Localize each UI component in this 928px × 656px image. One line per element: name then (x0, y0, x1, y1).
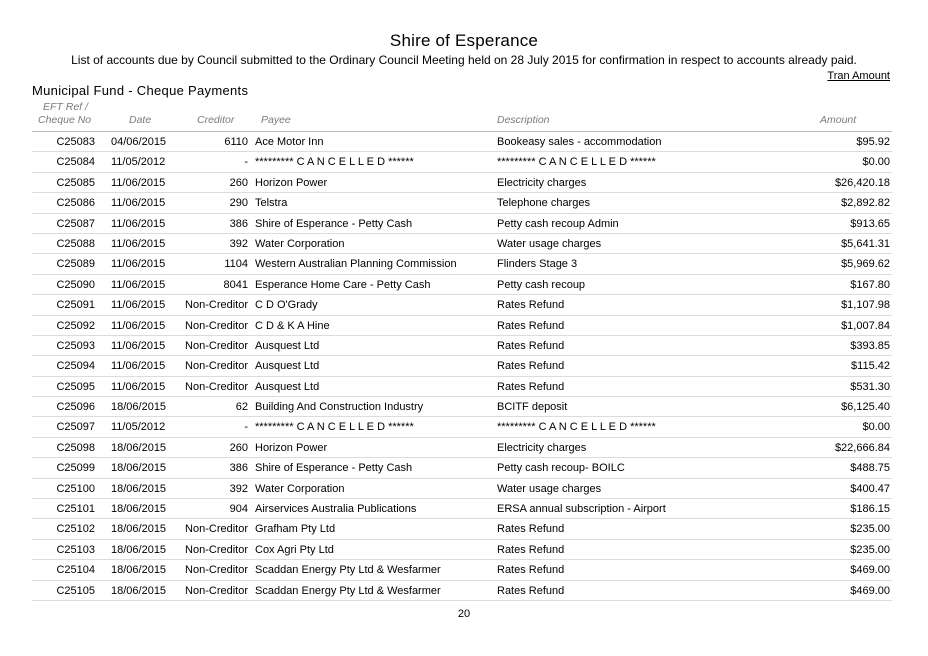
cheque-number-cell: C25091 (56, 299, 95, 312)
description-cell: Rates Refund (497, 380, 565, 393)
creditor-cell: 386 (229, 462, 248, 475)
amount-cell: $26,420.18 (834, 176, 890, 189)
creditor-cell: Non-Creditor (185, 319, 248, 332)
payee-cell: Building And Construction Industry (255, 401, 424, 414)
description-cell: Rates Refund (497, 543, 565, 556)
creditor-cell: 392 (229, 482, 248, 495)
date-cell: 11/06/2015 (111, 319, 166, 332)
cheque-number-cell: C25098 (56, 441, 95, 454)
payee-cell: Western Australian Planning Commission (255, 258, 457, 271)
creditor-cell: 1104 (224, 258, 248, 271)
creditor-cell: 260 (229, 441, 248, 454)
amount-cell: $167.80 (850, 278, 890, 291)
date-cell: 18/06/2015 (111, 441, 167, 454)
date-cell: 11/05/2012 (111, 421, 166, 434)
table-row (0, 275, 928, 295)
amount-cell: $913.65 (850, 217, 890, 230)
description-cell: ********* C A N C E L L E D ****** (497, 156, 656, 169)
amount-cell: $22,666.84 (834, 441, 890, 454)
amount-cell: $2,892.82 (841, 197, 890, 210)
payee-cell: ********* C A N C E L L E D ****** (255, 156, 414, 169)
creditor-cell: Non-Creditor (185, 339, 248, 352)
table-row (0, 519, 928, 539)
creditor-cell: Non-Creditor (185, 380, 248, 393)
table-row (0, 234, 928, 254)
page-number: 20 (457, 608, 471, 620)
creditor-cell: 290 (229, 197, 248, 210)
description-cell: Water usage charges (497, 237, 602, 250)
payee-cell: ********* C A N C E L L E D ****** (255, 421, 414, 434)
payee-cell: Water Corporation (255, 482, 345, 495)
cheque-number-cell: C25105 (56, 584, 95, 597)
date-cell: 11/05/2012 (111, 156, 166, 169)
table-row (0, 560, 928, 580)
col-header-creditor: Creditor (197, 114, 235, 126)
cheque-number-cell: C25088 (56, 237, 95, 250)
col-header-eft-ref: EFT Ref / (43, 101, 88, 113)
cheque-number-cell: C25101 (56, 503, 95, 516)
description-cell: Water usage charges (497, 482, 602, 495)
table-row (0, 336, 928, 356)
description-cell: Petty cash recoup (497, 278, 586, 291)
description-cell: Petty cash recoup Admin (497, 217, 619, 230)
cheque-number-cell: C25089 (56, 258, 95, 271)
description-cell: Petty cash recoup- BOILC (497, 462, 625, 475)
table-row (0, 152, 928, 172)
amount-cell: $1,007.84 (841, 319, 890, 332)
creditor-cell: Non-Creditor (185, 523, 248, 536)
amount-cell: $0.00 (862, 421, 890, 434)
payee-cell: C D & K A Hine (255, 319, 330, 332)
payee-cell: Water Corporation (255, 237, 345, 250)
cheque-number-cell: C25084 (56, 156, 95, 169)
table-row (0, 479, 928, 499)
date-cell: 18/06/2015 (111, 584, 167, 597)
table-row (0, 499, 928, 519)
date-cell: 18/06/2015 (111, 503, 167, 516)
creditor-cell: 6110 (224, 136, 248, 148)
creditor-cell: 386 (229, 217, 248, 230)
cheque-number-cell: C25099 (56, 462, 95, 475)
cheque-number-cell: C25093 (56, 339, 95, 352)
payee-cell: Ausquest Ltd (255, 380, 320, 393)
payee-cell: Cox Agri Pty Ltd (255, 543, 334, 556)
amount-cell: $469.00 (850, 584, 890, 597)
amount-cell: $393.85 (850, 339, 890, 352)
table-row (0, 540, 928, 560)
payee-cell: Shire of Esperance - Petty Cash (255, 462, 413, 475)
payee-cell: Airservices Australia Publications (255, 503, 417, 516)
table-row (0, 417, 928, 437)
cheque-number-cell: C25087 (56, 217, 95, 230)
creditor-cell: - (244, 421, 248, 434)
table-row (0, 295, 928, 315)
table-row (0, 377, 928, 397)
fund-title: Municipal Fund - Cheque Payments (32, 83, 249, 98)
date-cell: 11/06/2015 (111, 380, 166, 393)
description-cell: Electricity charges (497, 441, 587, 454)
amount-cell: $5,969.62 (841, 258, 890, 271)
date-cell: 18/06/2015 (111, 401, 167, 414)
cheque-number-cell: C25100 (56, 482, 95, 495)
amount-cell: $1,107.98 (841, 299, 890, 312)
table-row (0, 438, 928, 458)
date-cell: 11/06/2015 (111, 237, 166, 250)
description-cell: Flinders Stage 3 (497, 258, 578, 271)
amount-cell: $6,125.40 (841, 401, 890, 414)
creditor-cell: 62 (235, 401, 248, 414)
payee-cell: Horizon Power (255, 441, 328, 454)
cheque-number-cell: C25086 (56, 197, 95, 210)
amount-cell: $531.30 (850, 380, 890, 393)
payee-cell: Grafham Pty Ltd (255, 523, 336, 536)
amount-cell: $186.15 (850, 503, 890, 516)
table-row (0, 356, 928, 376)
cheque-number-cell: C25097 (56, 421, 95, 434)
col-header-date: Date (129, 114, 152, 126)
amount-cell: $5,641.31 (841, 237, 890, 250)
date-cell: 11/06/2015 (111, 339, 166, 352)
description-cell: Rates Refund (497, 360, 565, 373)
page-title: Shire of Esperance (389, 31, 539, 50)
description-cell: Rates Refund (497, 319, 565, 332)
creditor-cell: Non-Creditor (185, 299, 248, 312)
cheque-number-cell: C25090 (56, 278, 95, 291)
col-header-cheque-no: Cheque No (38, 114, 92, 126)
description-cell: Bookeasy sales - accommodation (497, 136, 662, 148)
amount-cell: $95.92 (856, 136, 890, 148)
amount-cell: $235.00 (850, 523, 890, 536)
date-cell: 11/06/2015 (111, 176, 166, 189)
description-cell: Electricity charges (497, 176, 587, 189)
creditor-cell: Non-Creditor (185, 360, 248, 373)
description-cell: Rates Refund (497, 339, 565, 352)
date-cell: 11/06/2015 (111, 299, 166, 312)
amount-cell: $488.75 (850, 462, 890, 475)
cheque-number-cell: C25094 (56, 360, 95, 373)
description-cell: BCITF deposit (497, 401, 568, 414)
cheque-number-cell: C25085 (56, 176, 95, 189)
payee-cell: Telstra (255, 197, 288, 210)
date-cell: 18/06/2015 (111, 523, 167, 536)
date-cell: 11/06/2015 (111, 360, 166, 373)
amount-cell: $235.00 (850, 543, 890, 556)
cheque-number-cell: C25083 (56, 136, 95, 148)
amount-cell: $115.42 (851, 360, 890, 373)
description-cell: Rates Refund (497, 299, 565, 312)
description-cell: Rates Refund (497, 523, 565, 536)
payee-cell: Ace Motor Inn (255, 136, 324, 148)
cheque-number-cell: C25096 (56, 401, 95, 414)
report-subtitle: List of accounts due by Council submitted to the Ordinary Council Meeting held on 28 July 2015 for confirmation in respect to accounts already paid. (71, 53, 857, 67)
payments-table (0, 132, 928, 601)
date-cell: 18/06/2015 (111, 564, 167, 577)
table-row (0, 316, 928, 336)
creditor-cell: Non-Creditor (185, 564, 248, 577)
cheque-number-cell: C25103 (56, 543, 95, 556)
cheque-number-cell: C25104 (56, 564, 95, 577)
creditor-cell: Non-Creditor (185, 584, 248, 597)
date-cell: 18/06/2015 (111, 543, 167, 556)
table-row (0, 132, 928, 152)
description-cell: ********* C A N C E L L E D ****** (497, 421, 656, 434)
payee-cell: Scaddan Energy Pty Ltd & Wesfarmer (255, 584, 441, 597)
description-cell: Rates Refund (497, 564, 565, 577)
description-cell: Telephone charges (497, 197, 590, 210)
payee-cell: Esperance Home Care - Petty Cash (255, 278, 431, 291)
cheque-number-cell: C25092 (56, 319, 95, 332)
table-row (0, 581, 928, 601)
table-row (0, 254, 928, 274)
creditor-cell: 904 (229, 503, 248, 516)
payee-cell: Shire of Esperance - Petty Cash (255, 217, 413, 230)
amount-cell: $400.47 (850, 482, 890, 495)
col-header-description: Description (497, 114, 550, 126)
description-cell: Rates Refund (497, 584, 565, 597)
tran-amount-label: Tran Amount (827, 70, 890, 82)
table-row (0, 173, 928, 193)
payee-cell: Scaddan Energy Pty Ltd & Wesfarmer (255, 564, 441, 577)
date-cell: 11/06/2015 (111, 258, 166, 271)
payee-cell: C D O'Grady (255, 299, 318, 312)
payee-cell: Ausquest Ltd (255, 360, 320, 373)
amount-cell: $0.00 (862, 156, 890, 169)
cheque-number-cell: C25102 (56, 523, 95, 536)
creditor-cell: Non-Creditor (185, 543, 248, 556)
description-cell: ERSA annual subscription - Airport (497, 503, 666, 516)
payee-cell: Horizon Power (255, 176, 328, 189)
date-cell: 04/06/2015 (111, 136, 167, 148)
cheque-number-cell: C25095 (56, 380, 95, 393)
table-row (0, 397, 928, 417)
date-cell: 11/06/2015 (111, 278, 166, 291)
date-cell: 11/06/2015 (111, 197, 166, 210)
amount-cell: $469.00 (850, 564, 890, 577)
table-row (0, 214, 928, 234)
date-cell: 11/06/2015 (111, 217, 166, 230)
table-row (0, 193, 928, 213)
creditor-cell: 260 (229, 176, 248, 189)
creditor-cell: - (244, 156, 248, 169)
payee-cell: Ausquest Ltd (255, 339, 320, 352)
table-row (0, 458, 928, 478)
date-cell: 18/06/2015 (111, 482, 167, 495)
creditor-cell: 392 (229, 237, 248, 250)
col-header-amount: Amount (820, 114, 857, 126)
col-header-payee: Payee (261, 114, 291, 126)
creditor-cell: 8041 (223, 278, 248, 291)
date-cell: 18/06/2015 (111, 462, 167, 475)
